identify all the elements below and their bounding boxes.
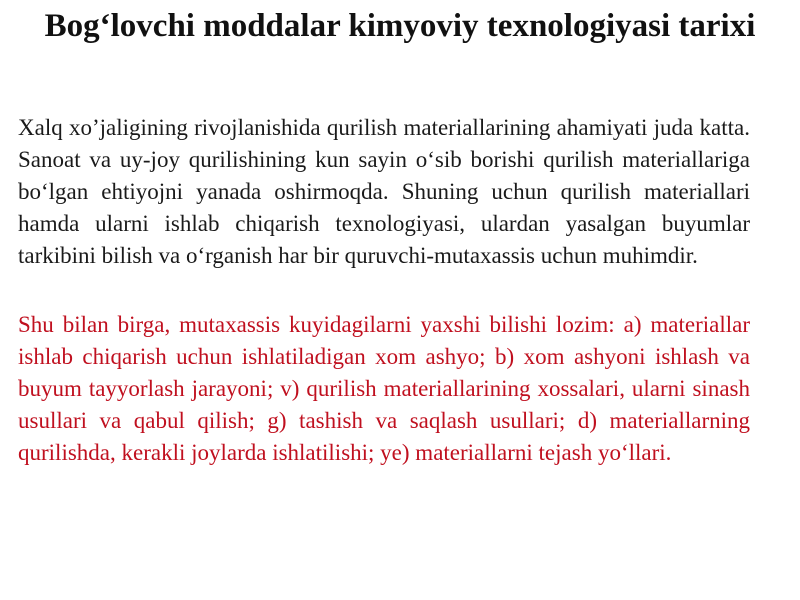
requirements-paragraph: Shu bilan birga, mutaxassis kuyidagilarni yaxshi bilishi lozim: a) materiallar ishlab chiqarish uchun ishlatiladigan xom ashyo; b) xom ashyoni ishlash va buyum tayyorlash jarayoni; v) qurilish materiallarining xossalari, ularni sinash usullari va qabul qilish; g) tashish va saqlash usullari; d) materiallarning qurilishda, kerakli joylarda ishlatilishi; ye) materiallarni tejash yo‘llari. <box>18 312 750 465</box>
intro-paragraph: Xalq xo’jaligining rivojlanishida qurilish materiallarining ahamiyati juda katta. Sanoat va uy-joy qurilishining kun sayin o‘sib borishi qurilish materiallariga bo‘lgan ehtiyojni yanada oshirmoqda. Shuning uchun qurilish materiallari hamda ularni ishlab chiqarish texnologiyasi, ulardan yasalgan buyumlar tarkibini bilish va o‘rganish har bir quruvchi-mutaxassis uchun muhimdir. <box>18 115 750 268</box>
slide-title: Bog‘lovchi moddalar kimyoviy texnologiyasi tarixi <box>44 8 756 44</box>
